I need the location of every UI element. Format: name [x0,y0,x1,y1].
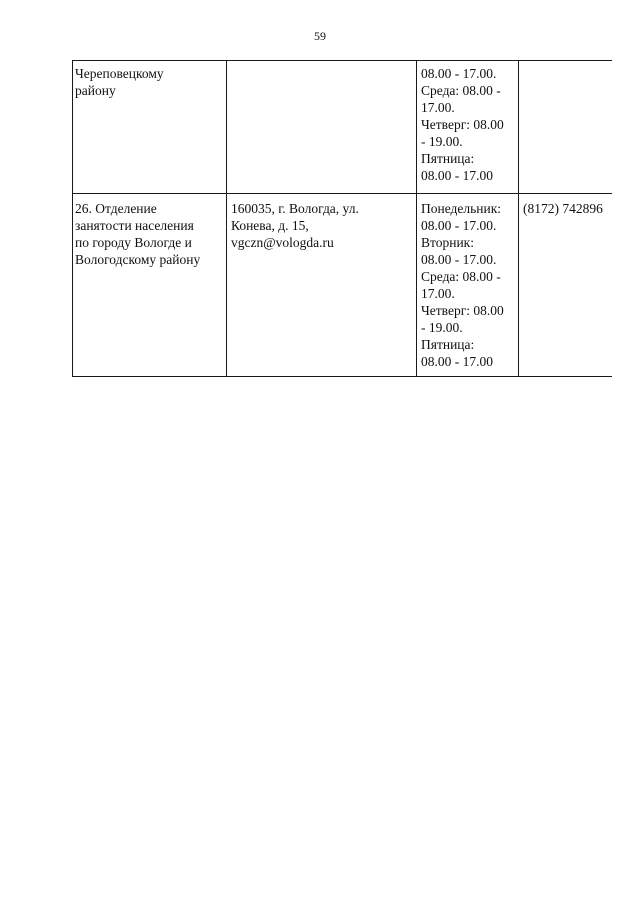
office-name-line: по городу Вологде и [75,235,192,250]
schedule-line: 17.00. [421,286,455,301]
schedule-line: 08.00 - 17.00 [421,354,493,369]
table-row [72,60,612,193]
office-name-line: 26. Отделение [75,201,157,216]
schedule-line: Четверг: 08.00 [421,303,504,318]
phone-cell [523,200,603,217]
schedule-line: 17.00. [421,100,455,115]
table-row [72,194,612,376]
office-name-cell [75,65,164,99]
office-name-line: району [75,83,116,98]
schedule-cell [421,65,504,184]
page-number: 59 [314,29,326,43]
schedule-line: Понедельник: [421,201,502,216]
schedule-line: Среда: 08.00 - [421,83,501,98]
schedule-line: Четверг: 08.00 [421,117,504,132]
schedule-line: 08.00 - 17.00. [421,66,497,81]
office-name-line: занятости населения [75,218,194,233]
office-name-cell [75,200,200,268]
table-bottom-border [72,376,612,377]
schedule-line: Среда: 08.00 - [421,269,501,284]
schedule-cell [421,200,504,370]
schedule-line: 08.00 - 17.00 [421,168,493,183]
email-link[interactable]: vgczn@vologda.ru [231,235,334,250]
schedule-line: Вторник: [421,235,474,250]
address-line: Конева, д. 15, [231,218,309,233]
schedule-line: Пятница: [421,151,475,166]
office-name-line: Вологодскому району [75,252,201,267]
schedule-line: Пятница: [421,337,475,352]
schedule-line: - 19.00. [421,320,463,335]
schedule-line: 08.00 - 17.00. [421,218,497,233]
address-line: 160035, г. Вологда, ул. [231,201,359,216]
phone-number: (8172) 742896 [523,201,603,216]
schedule-line: 08.00 - 17.00. [421,252,497,267]
address-cell [231,200,359,251]
office-name-line: Череповецкому [75,66,164,81]
schedule-line: - 19.00. [421,134,463,149]
offices-table [72,60,612,380]
